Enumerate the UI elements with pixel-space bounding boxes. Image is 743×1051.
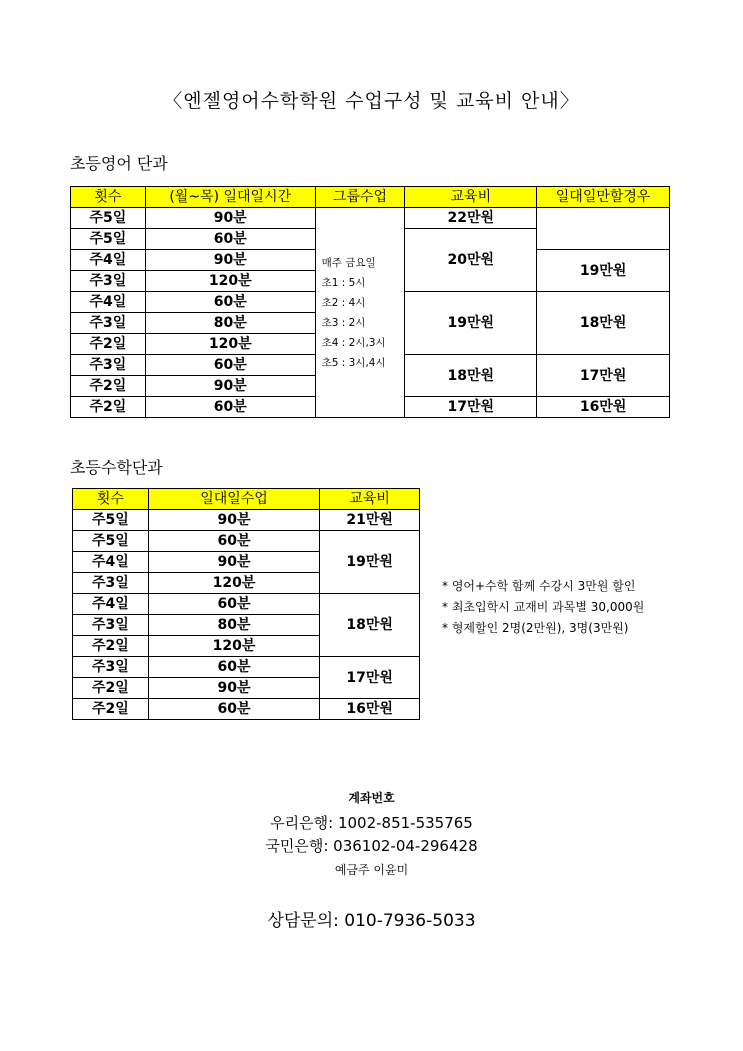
table-row [73, 699, 420, 720]
cell-times: 주2일 [71, 397, 146, 418]
english-section-title: 초등영어 단과 [70, 154, 168, 173]
cell-onetoone: 17만원 [537, 355, 670, 397]
table-header-row [71, 187, 670, 208]
cell-times: 주3일 [71, 271, 146, 292]
math-fee-table [72, 488, 420, 720]
cell-duration: 60분 [145, 397, 315, 418]
note-item: * 최초입학시 교재비 과목별 30,000원 [442, 600, 645, 614]
cell-duration: 60분 [148, 657, 319, 678]
cell-times: 주3일 [73, 615, 149, 636]
header-duration: (월~목) 일대일시간 [145, 187, 315, 208]
cell-duration: 80분 [148, 615, 319, 636]
cell-onetoone: 16만원 [537, 397, 670, 418]
cell-fee: 21만원 [320, 510, 420, 531]
cell-duration: 90분 [145, 208, 315, 229]
cell-duration: 120분 [148, 636, 319, 657]
cell-times: 주5일 [73, 531, 149, 552]
header-times: 횟수 [71, 187, 146, 208]
group-line: 매주 금요일 [321, 257, 376, 269]
table-row [73, 510, 420, 531]
cell-times: 주5일 [73, 510, 149, 531]
cell-fee: 18만원 [320, 594, 420, 657]
cell-duration: 80분 [145, 313, 315, 334]
group-line: 초4 : 2시,3시 [321, 337, 386, 349]
cell-duration: 90분 [145, 250, 315, 271]
cell-onetoone-empty [537, 208, 670, 250]
cell-duration: 60분 [145, 355, 315, 376]
cell-fee: 19만원 [320, 531, 420, 594]
cell-times: 주4일 [73, 552, 149, 573]
cell-times: 주3일 [71, 355, 146, 376]
header-fee: 교육비 [320, 489, 420, 510]
cell-duration: 120분 [148, 573, 319, 594]
notes-list [442, 576, 644, 639]
cell-fee: 18만원 [405, 355, 537, 397]
cell-times: 주4일 [73, 594, 149, 615]
header-duration: 일대일수업 [148, 489, 319, 510]
english-fee-table [70, 186, 670, 418]
cell-times: 주2일 [71, 376, 146, 397]
cell-times: 주3일 [71, 313, 146, 334]
cell-times: 주2일 [73, 636, 149, 657]
cell-times: 주5일 [71, 208, 146, 229]
group-schedule [315, 208, 405, 418]
table-row [71, 208, 670, 229]
cell-times: 주3일 [73, 573, 149, 594]
cell-fee: 22만원 [405, 208, 537, 229]
cell-fee: 19만원 [405, 292, 537, 355]
cell-times: 주2일 [73, 699, 149, 720]
cell-duration: 90분 [148, 552, 319, 573]
note-item: * 영어+수학 함께 수강시 3만원 할인 [442, 579, 636, 593]
cell-times: 주3일 [73, 657, 149, 678]
group-line: 초1 : 5시 [321, 277, 366, 289]
cell-duration: 120분 [145, 334, 315, 355]
cell-fee: 17만원 [320, 657, 420, 699]
math-section-title: 초등수학단과 [70, 458, 163, 477]
group-line: 초5 : 3시,4시 [321, 357, 386, 369]
cell-onetoone: 19만원 [537, 250, 670, 292]
cell-onetoone: 18만원 [537, 292, 670, 355]
page-title: 〈엔젤영어수학학원 수업구성 및 교육비 안내〉 [163, 90, 580, 112]
cell-duration: 60분 [145, 229, 315, 250]
cell-duration: 60분 [148, 699, 319, 720]
header-times: 횟수 [73, 489, 149, 510]
cell-duration: 90분 [148, 510, 319, 531]
cell-duration: 90분 [145, 376, 315, 397]
cell-duration: 60분 [145, 292, 315, 313]
table-row [73, 594, 420, 615]
cell-times: 주4일 [71, 292, 146, 313]
table-header-row [73, 489, 420, 510]
cell-times: 주4일 [71, 250, 146, 271]
cell-times: 주2일 [73, 678, 149, 699]
header-group: 그룹수업 [315, 187, 405, 208]
table-row [73, 657, 420, 678]
cell-duration: 60분 [148, 531, 319, 552]
account-kookmin: 국민은행: 036102-04-296428 [265, 837, 478, 855]
table-row [73, 531, 420, 552]
cell-fee: 20만원 [405, 229, 537, 292]
account-holder: 예금주 이윤미 [334, 863, 409, 877]
cell-duration: 120분 [145, 271, 315, 292]
cell-times: 주5일 [71, 229, 146, 250]
cell-times: 주2일 [71, 334, 146, 355]
cell-fee: 17만원 [405, 397, 537, 418]
account-label: 계좌번호 [348, 791, 395, 805]
cell-fee: 16만원 [320, 699, 420, 720]
header-onetoone: 일대일만할경우 [537, 187, 670, 208]
group-line: 초2 : 4시 [321, 297, 366, 309]
contact-phone: 상담문의: 010-7936-5033 [267, 911, 476, 931]
header-fee: 교육비 [405, 187, 537, 208]
account-woori: 우리은행: 1002-851-535765 [270, 814, 473, 832]
cell-duration: 60분 [148, 594, 319, 615]
group-line: 초3 : 2시 [321, 317, 366, 329]
note-item: * 형제할인 2명(2만원), 3명(3만원) [442, 621, 629, 635]
cell-duration: 90분 [148, 678, 319, 699]
